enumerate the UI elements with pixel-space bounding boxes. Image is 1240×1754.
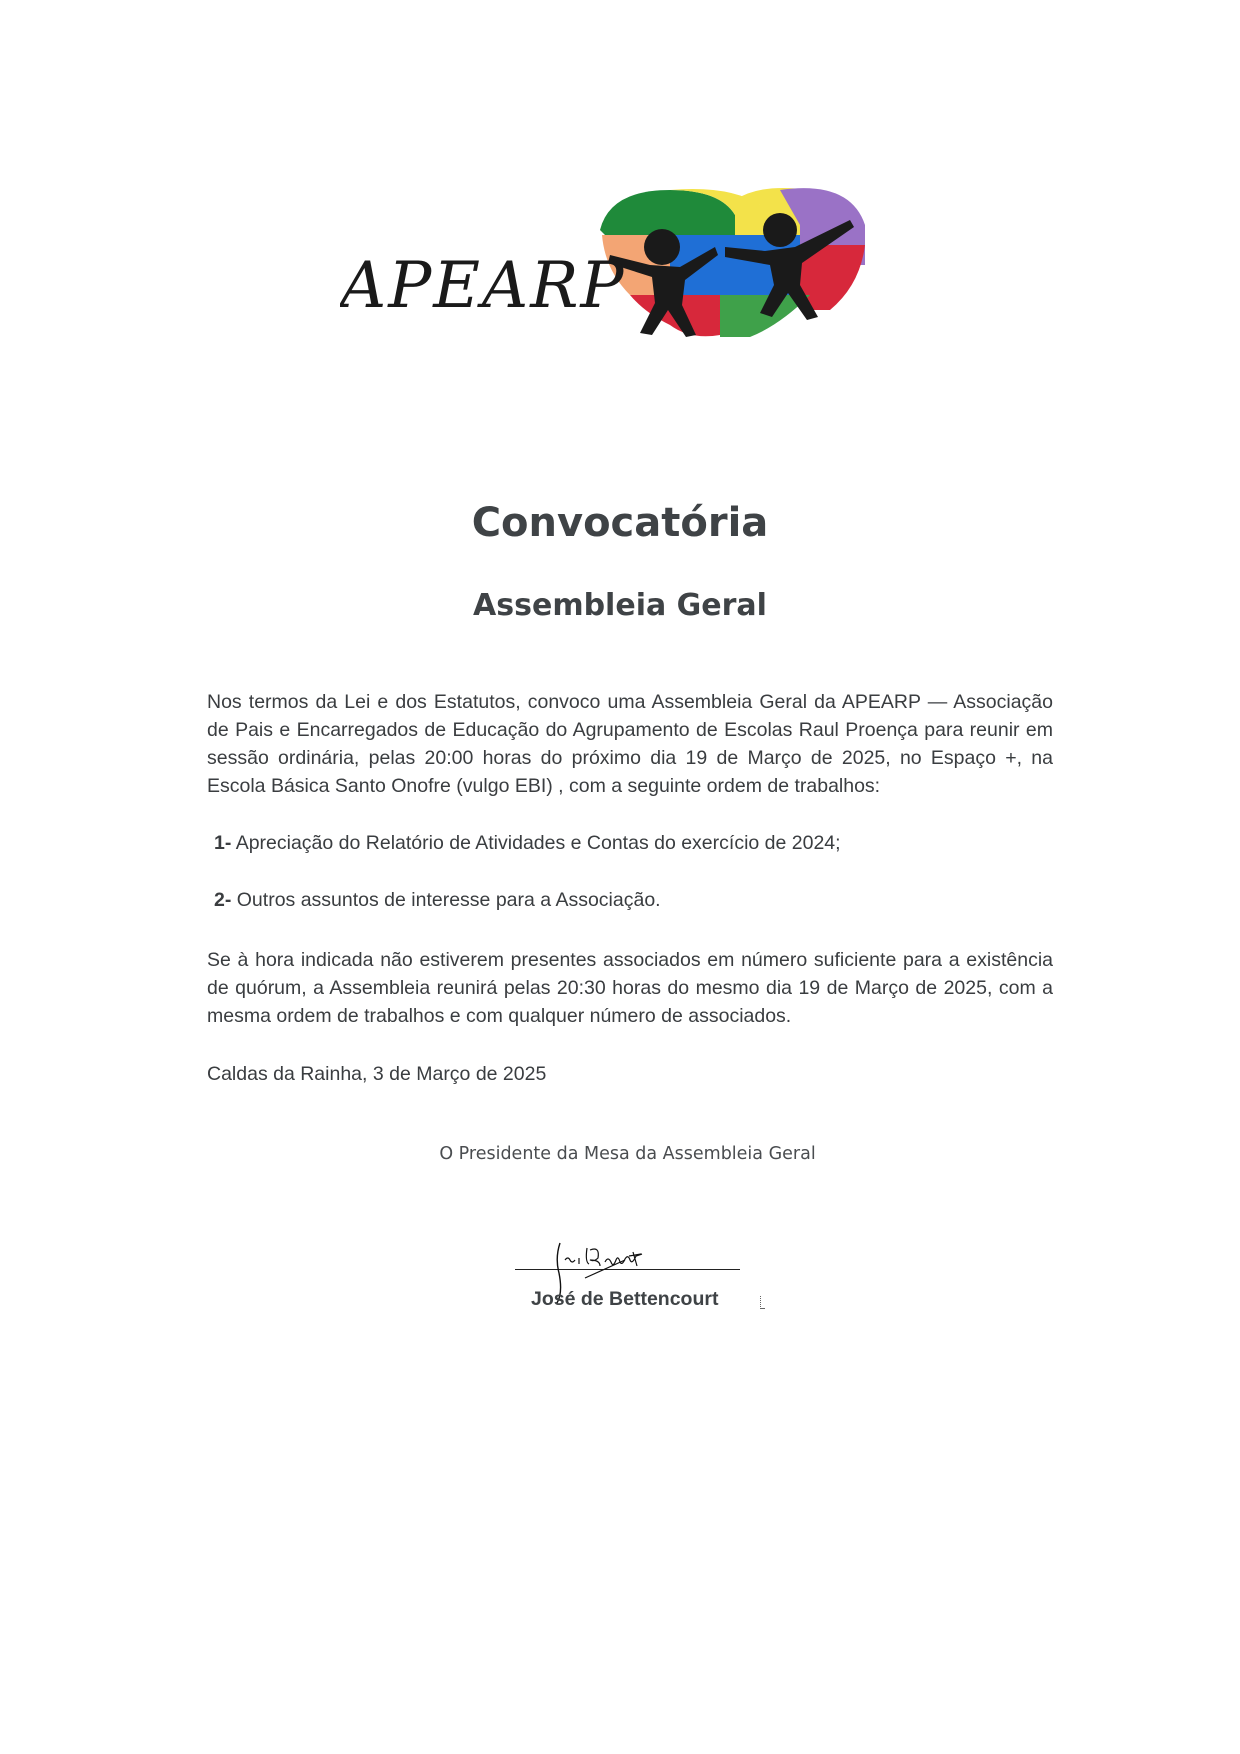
signatory-name: José de Bettencourt [531, 1288, 719, 1310]
agenda-item [214, 829, 841, 857]
agenda-item-text: Apreciação do Relatório de Atividades e Contas do exercício de 2024; [235, 832, 841, 854]
puzzle-heart-logo-icon [600, 188, 865, 337]
logo-text: APEARP [340, 249, 626, 323]
intro-paragraph: Nos termos da Lei e dos Estatutos, convoco uma Assembleia Geral da APEARP — Associação de Pais e Encarregados de Educação do Agrupamento de Escolas Raul Proença para reunir em sessão ordinária, pelas 20:00 horas do próximo dia 19 de Março de 2025, no Espaço +, na Escola Básica Santo Onofre (vulgo EBI) , com a seguinte ordem de trabalhos: [207, 691, 1053, 797]
stray-mark [760, 1296, 765, 1309]
page-subtitle: Assembleia Geral [473, 588, 767, 623]
place-date: Caldas da Rainha, 3 de Março de 2025 [207, 1063, 547, 1085]
quorum-paragraph: Se à hora indicada não estiverem presentes associados em número suficiente para a existência de quórum, a Assembleia reunirá pelas 20:30 horas do mesmo dia 19 de Março de 2025, com a mesma ordem de trabalhos e com qualquer número de associados. [207, 949, 1053, 1027]
agenda-item-text: Outros assuntos de interesse para a Associação. [236, 889, 661, 911]
agenda-item [214, 886, 661, 914]
signatory-role: O Presidente da Mesa da Assembleia Geral [439, 1144, 816, 1164]
agenda-item-number: 1- [214, 832, 232, 854]
apearp-logo [340, 185, 920, 355]
agenda-item-number: 2- [214, 889, 232, 911]
page-title: Convocatória [471, 500, 769, 546]
